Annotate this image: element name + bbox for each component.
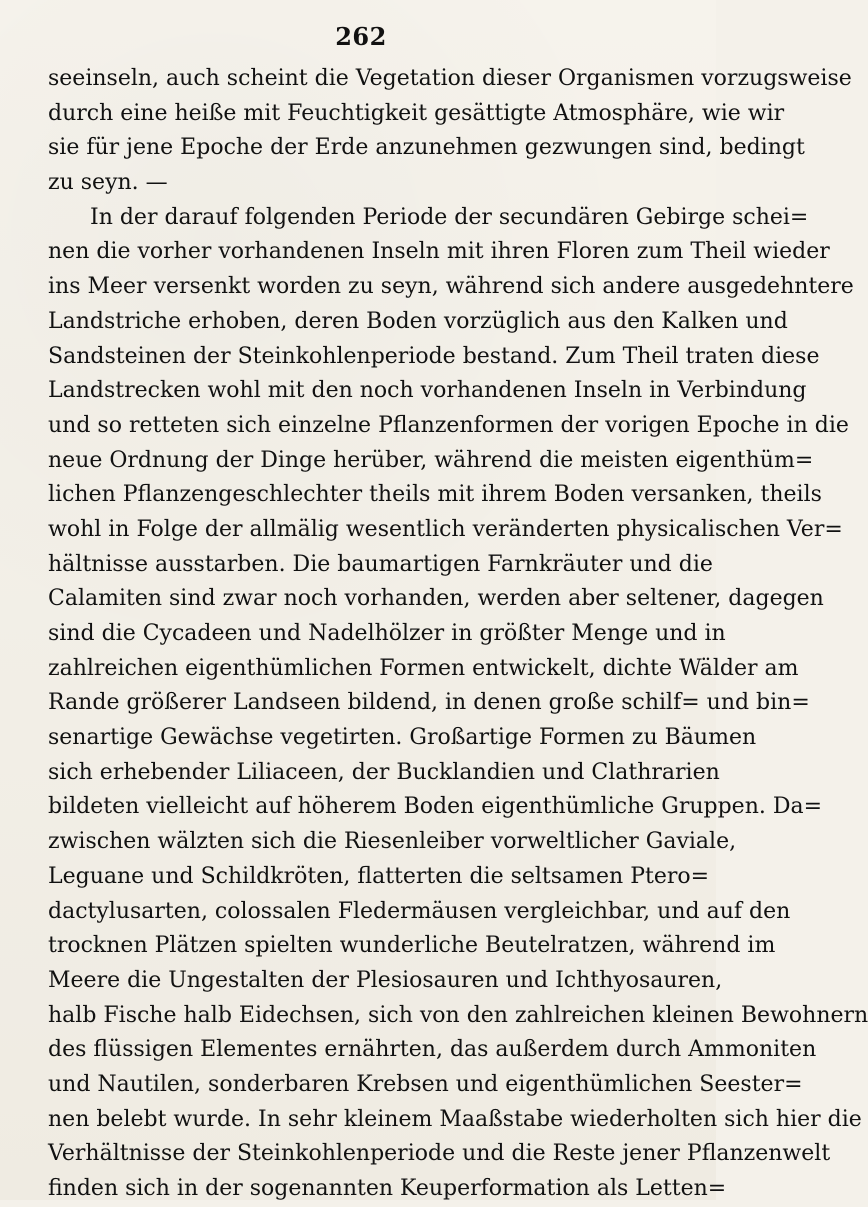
text-line: durch eine heiße mit Feuchtigkeit gesättigte Atmosphäre, wie wir <box>48 100 785 126</box>
text-line: sie für jene Epoche der Erde anzunehmen gezwungen sind, bedingt <box>48 135 805 161</box>
text-line: senartige Gewächse vegetirten. Großartige Formen zu Bäumen <box>48 725 757 751</box>
text-line: nen belebt wurde. In sehr kleinem Maaßstabe wiederholten sich hier die <box>48 1106 862 1132</box>
text-line: Rande größerer Landseen bildend, in denen große schilf= und bin= <box>48 690 810 716</box>
text-line: Meere die Ungestalten der Plesiosauren und Ichthyosauren, <box>48 967 723 993</box>
text-line: wohl in Folge der allmälig wesentlich veränderten physicalischen Ver= <box>48 516 843 542</box>
text-line: Verhältnisse der Steinkohlenperiode und die Reste jener Pflanzenwelt <box>48 1141 831 1167</box>
text-line: zu seyn. — <box>48 170 168 196</box>
text-line: bildeten vielleicht auf höherem Boden eigenthümliche Gruppen. Da= <box>48 794 823 820</box>
text-line: seeinseln, auch scheint die Vegetation dieser Organismen vorzugsweise <box>48 66 852 91</box>
text-line: Leguane und Schildkröten, flatterten die seltsamen Ptero= <box>48 863 710 889</box>
text-line: zahlreichen eigenthümlichen Formen entwickelt, dichte Wälder am <box>48 655 799 681</box>
text-line: halb Fische halb Eidechsen, sich von den zahlreichen kleinen Bewohnern <box>48 1002 868 1028</box>
page-number: 262 <box>335 22 387 51</box>
text-line: dactylusarten, colossalen Fledermäusen vergleichbar, und auf den <box>48 898 791 924</box>
body-text <box>48 62 868 1207</box>
text-line: sich erhebender Liliaceen, der Bucklandien und Clathrarien <box>48 759 720 785</box>
text-line: zwischen wälzten sich die Riesenleiber vorweltlicher Gaviale, <box>48 829 737 855</box>
text-line: trocknen Plätzen spielten wunderliche Beutelratzen, während im <box>48 933 776 959</box>
text-line: Calamiten sind zwar noch vorhanden, werden aber seltener, dagegen <box>48 586 824 612</box>
text-line: lichen Pflanzengeschlechter theils mit ihrem Boden versanken, theils <box>48 482 822 508</box>
text-line: finden sich in der sogenannten Keuperformation als Letten= <box>48 1176 727 1201</box>
text-line: des flüssigen Elementes ernährten, das außerdem durch Ammoniten <box>48 1037 817 1063</box>
text-line: ins Meer versenkt worden zu seyn, während sich andere ausgedehntere <box>48 274 854 300</box>
text-line: hältnisse ausstarben. Die baumartigen Farnkräuter und die <box>48 551 713 577</box>
text-line: neue Ordnung der Dinge herüber, während die meisten eigenthüm= <box>48 447 814 473</box>
text-line: und Nautilen, sonderbaren Krebsen und eigenthümlichen Seester= <box>48 1071 803 1097</box>
text-line: nen die vorher vorhandenen Inseln mit ihren Floren zum Theil wieder <box>48 239 830 265</box>
text-line: und so retteten sich einzelne Pflanzenformen der vorigen Epoche in die <box>48 412 849 438</box>
text-line: Sandsteinen der Steinkohlenperiode bestand. Zum Theil traten diese <box>48 343 820 369</box>
paragraph-start-line: In der darauf folgenden Periode der secundären Gebirge schei= <box>90 204 809 230</box>
text-line: sind die Cycadeen und Nadelhölzer in größter Menge und in <box>48 621 726 646</box>
text-line: Landstrecken wohl mit den noch vorhandenen Inseln in Verbindung <box>48 378 807 404</box>
text-line: Landstriche erhoben, deren Boden vorzüglich aus den Kalken und <box>48 308 788 334</box>
